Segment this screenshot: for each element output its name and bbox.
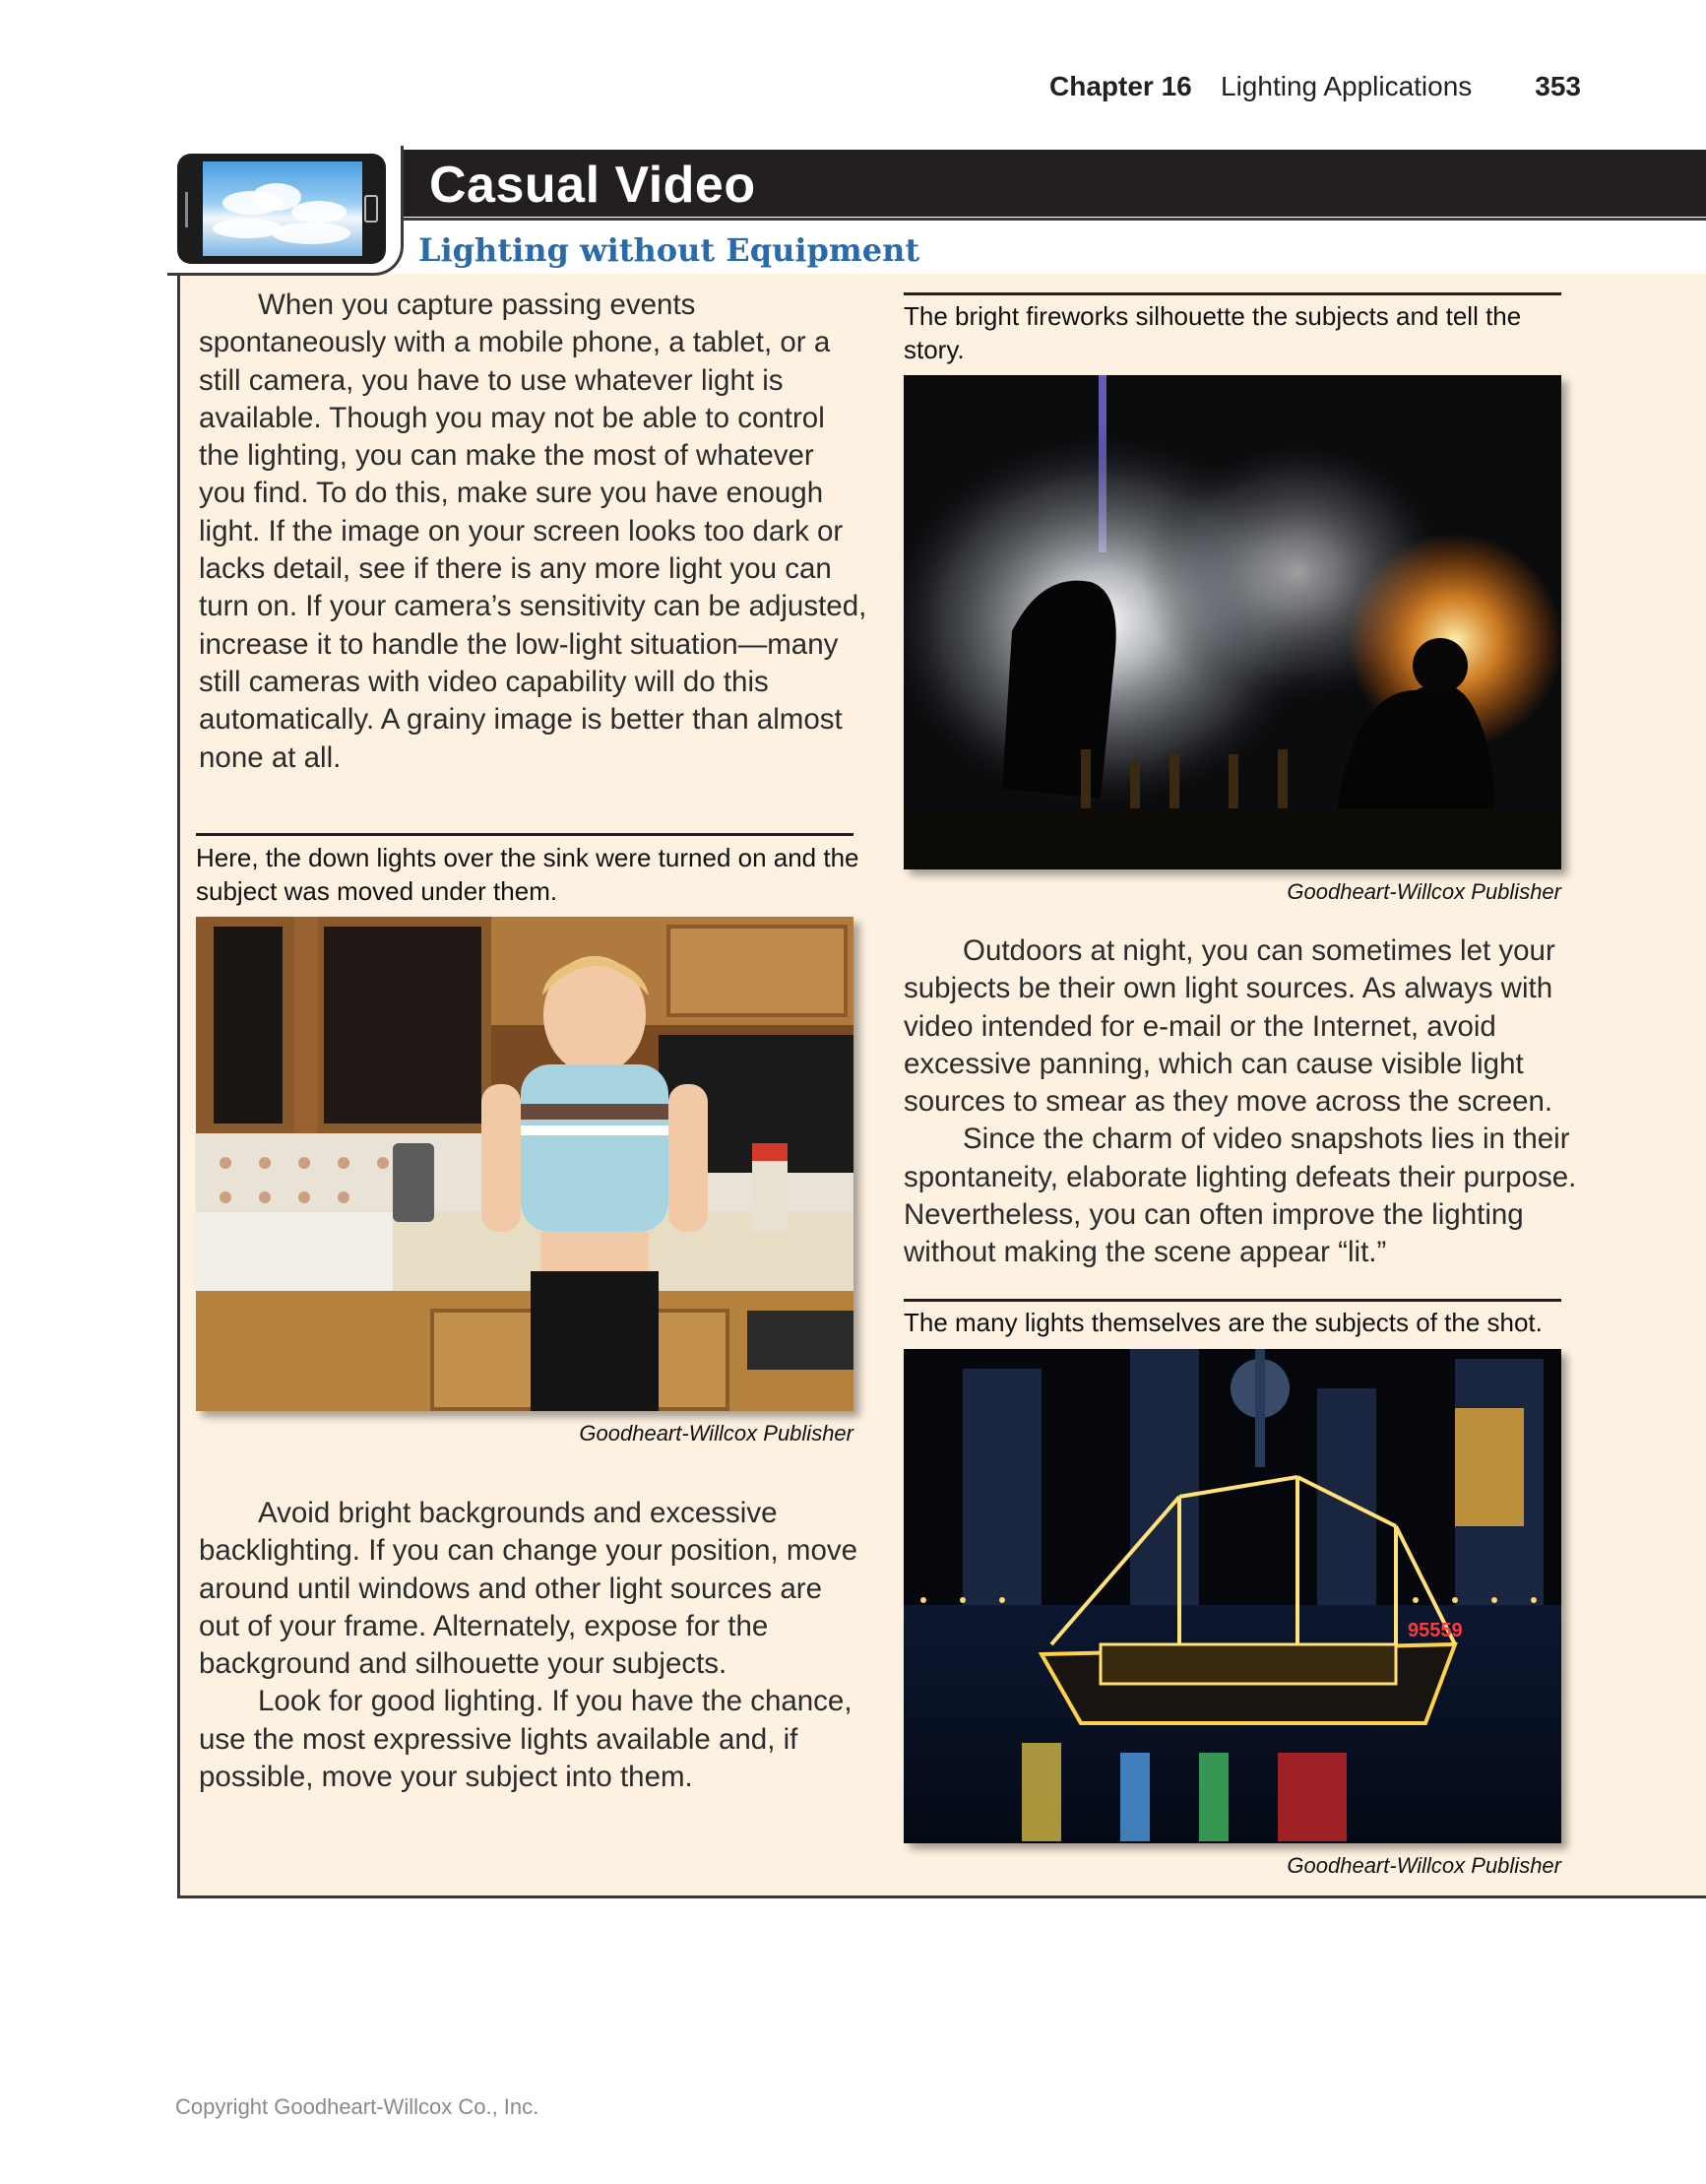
left-lower-paragraphs: Avoid bright backgrounds and excessive backlighting. If you can change your position, move around until windows and other light sources are out of your frame. Alternately, expose for the background and silhouette your subjects. Look for good lighting. If you have the chance, use the most expressive lights available and, if possible, move your subject into them. [199,1497,858,1794]
chapter-label: Chapter 16 [1049,71,1192,101]
photo-credit-kitchen: Goodheart-Willcox Publisher [579,1421,853,1445]
copyright-footer: Copyright Goodheart-Willcox Co., Inc. [175,2094,539,2119]
figure-caption-boat: The many lights themselves are the subjects of the shot. [904,1308,1543,1337]
figure-caption-kitchen: Here, the down lights over the sink were turned on and the subject was moved under them. [196,843,859,906]
photo-fireworks-silhouette [904,375,1561,869]
page-number: 353 [1535,71,1581,101]
photo-credit-boat: Goodheart-Willcox Publisher [1287,1853,1561,1878]
photo-credit-fireworks: Goodheart-Willcox Publisher [1287,879,1561,904]
figure-caption-fireworks: The bright fireworks silhouette the subjects and tell the story. [904,301,1522,364]
figure-rule [904,1299,1561,1302]
figure-rule [904,292,1561,295]
feature-title: Casual Video [429,157,756,214]
figure-rule [196,833,853,836]
chapter-title: Lighting Applications [1221,71,1473,101]
photo-kitchen-child [196,917,853,1411]
photo-illuminated-boat [904,1349,1561,1843]
left-intro-paragraph: When you capture passing events spontaneously with a mobile phone, a tablet, or a still camera, you have to use whatever light is available. Though you may not be able to control the lighting, you can make the most of whatever you find. To do this, make sure you have enough light. If the image on your screen looks too dark or lacks detail, see if there is any more light you can turn on. If your camera’s sensitivity can be adjusted, increase it to handle the low-light situation—many still cameras with video capability will do this automatically. A grainy image is better than almost none at all. [199,289,867,774]
boat-sign-number: 95559 [1408,1620,1463,1641]
right-middle-paragraphs: Outdoors at night, you can sometimes let your subjects be their own light sources. As always with video intended for e-mail or the Internet, avoid excessive panning, which can cause visible light sources to smear as they move across the screen. Since the charm of video snapshots lies in their spontaneity, elaborate lighting defeats their purpose. Nevertheless, you can often improve the lighting without making the scene appear “lit.” [904,934,1577,1269]
feature-title-rule [398,218,1706,221]
phone-screen [203,161,362,256]
feature-subtitle: Lighting without Equipment [418,231,920,269]
phone-speaker [185,192,188,227]
phone-home-button [364,195,378,223]
running-header [984,67,1581,106]
